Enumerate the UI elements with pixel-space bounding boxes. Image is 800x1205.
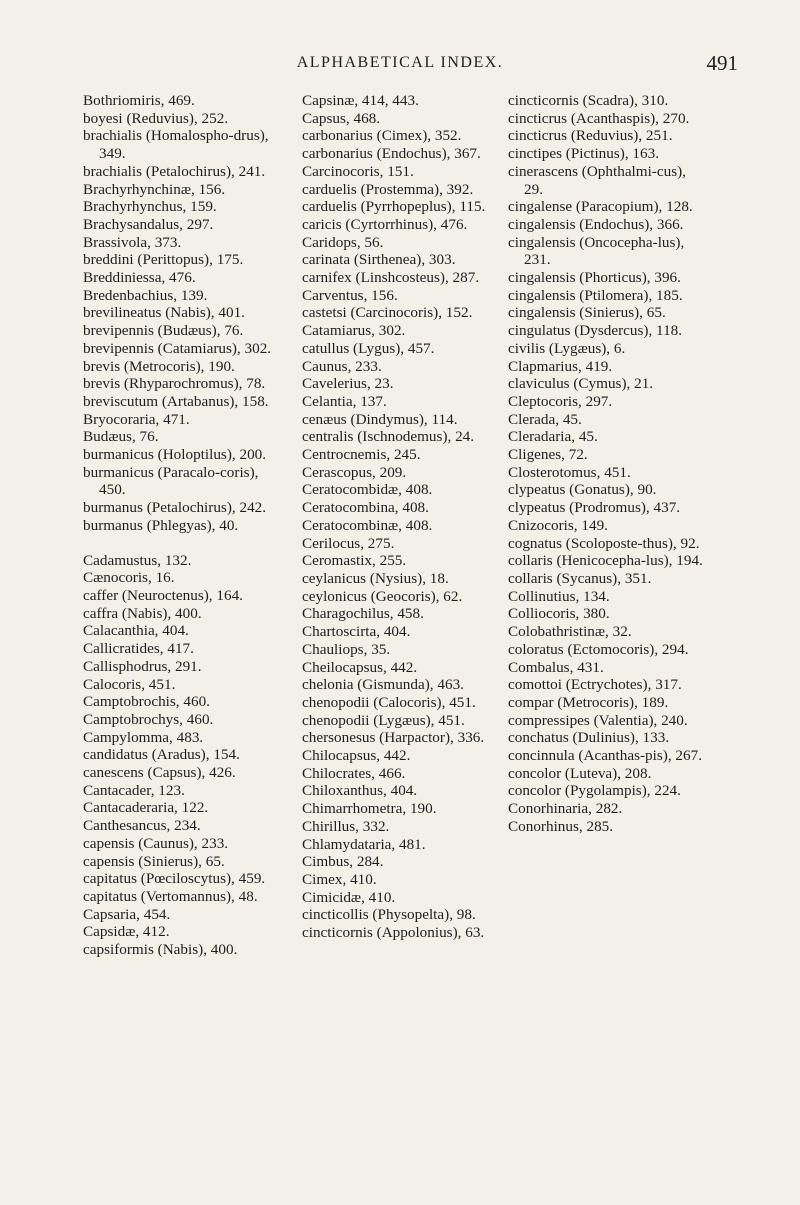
- index-entry: Conorhinaria, 282.: [508, 800, 623, 818]
- page-number: 491: [706, 51, 738, 75]
- index-entry: cingalensis (Sinierus), 65.: [508, 304, 666, 322]
- index-entry: cingalensis (Ptilomera), 185.: [508, 286, 683, 304]
- index-entry: Chilocrates, 466.: [302, 764, 406, 782]
- index-entry: chelonia (Gismunda), 463.: [302, 676, 464, 694]
- index-entry: civilis (Lygæus), 6.: [508, 339, 626, 357]
- index-entry: Ceromastix, 255.: [302, 552, 407, 570]
- index-entry: Cimbus, 284.: [302, 853, 384, 871]
- index-entry: Cleradaria, 45.: [508, 428, 598, 446]
- index-entry: castetsi (Carcinocoris), 152.: [302, 304, 473, 322]
- index-entry: Cleptocoris, 297.: [508, 392, 613, 410]
- index-entry: Brachysandalus, 297.: [83, 215, 214, 233]
- index-column-3: [508, 92, 708, 836]
- index-entry: Brachyrhynchus, 159.: [83, 198, 217, 216]
- index-entry: Ceratocombina, 408.: [302, 499, 429, 517]
- index-column-1: [83, 92, 283, 959]
- index-entry: boyesi (Reduvius), 252.: [83, 109, 229, 127]
- index-entry: Carventus, 156.: [302, 286, 398, 304]
- index-entry: Carcinocoris, 151.: [302, 162, 414, 180]
- index-entry: caffer (Neuroctenus), 164.: [83, 586, 243, 604]
- index-column-2: [302, 92, 502, 942]
- index-entry: Collinutius, 134.: [508, 587, 610, 605]
- index-entry: Chimarrhometra, 190.: [302, 800, 437, 818]
- index-entry: catullus (Lygus), 457.: [302, 339, 435, 357]
- index-entry: brevis (Metrocoris), 190.: [83, 357, 235, 375]
- index-entry: comottoi (Ectrychotes), 317.: [508, 676, 682, 694]
- index-entry: brevipennis (Catamiarus), 302.: [83, 339, 272, 357]
- index-entry: carnifex (Linshcosteus), 287.: [302, 269, 480, 287]
- index-entry: burmanicus (Holoptilus), 200.: [83, 446, 267, 464]
- index-entry: capensis (Caunus), 233.: [83, 834, 229, 852]
- index-entry: Cligenes, 72.: [508, 446, 588, 464]
- index-entry: Celantia, 137.: [302, 392, 387, 410]
- index-entry: cincticollis (Physopelta), 98.: [302, 906, 476, 924]
- index-entry: Calacanthia, 404.: [83, 622, 189, 640]
- index-entry: Cimicidæ, 410.: [302, 888, 396, 906]
- index-entry: cingulatus (Dysdercus), 118.: [508, 322, 683, 340]
- index-entry: Capsidæ, 412.: [83, 923, 170, 941]
- index-entry: chenopodii (Lygæus), 451.: [302, 711, 465, 729]
- index-entry: Callicratides, 417.: [83, 640, 194, 658]
- index-entry: carbonarius (Endochus), 367.: [302, 145, 481, 163]
- index-entry: cincticornis (Appolonius), 63.: [302, 924, 485, 942]
- index-entry: Brachyrhynchinæ, 156.: [83, 180, 226, 198]
- index-entry: breviscutum (Artabanus), 158.: [83, 392, 269, 410]
- running-title: ALPHABETICAL INDEX.: [296, 54, 504, 71]
- index-entry: coloratus (Ectomocoris), 294.: [508, 640, 689, 658]
- index-entry: Charagochilus, 458.: [302, 605, 424, 623]
- index-entry: chenopodii (Calocoris), 451.: [302, 693, 476, 711]
- index-entry: Clerada, 45.: [508, 410, 582, 428]
- index-entry: Capsinæ, 414, 443.: [302, 92, 419, 109]
- index-entry: clypeatus (Prodromus), 437.: [508, 499, 681, 517]
- index-entry: brevis (Rhyparochromus), 78.: [83, 375, 266, 393]
- index-entry: brachialis (Homalospho-drus), 349.: [83, 127, 269, 163]
- index-entry: cincticornis (Scadra), 310.: [508, 92, 669, 109]
- index-entry: Cnizocoris, 149.: [508, 516, 608, 534]
- index-entry: Camptobrochys, 460.: [83, 710, 214, 728]
- index-entry: chersonesus (Harpactor), 336.: [302, 729, 485, 747]
- index-entry: burmanus (Petalochirus), 242.: [83, 499, 267, 517]
- index-entry: Chlamydataria, 481.: [302, 835, 426, 853]
- index-entry: Camptobrochis, 460.: [83, 693, 210, 711]
- index-entry: brevipennis (Budæus), 76.: [83, 322, 244, 340]
- index-entry: concolor (Pygolampis), 224.: [508, 782, 681, 800]
- index-entry: Colobathristinæ, 32.: [508, 623, 632, 641]
- index-entry: Budæus, 76.: [83, 428, 159, 446]
- index-entry: cingalensis (Phorticus), 396.: [508, 269, 681, 287]
- index-entry: collaris (Sycanus), 351.: [508, 569, 652, 587]
- index-entry: Cantacaderaria, 122.: [83, 799, 209, 817]
- index-entry: Chauliops, 35.: [302, 640, 391, 658]
- index-entry: brachialis (Petalochirus), 241.: [83, 162, 266, 180]
- index-entry: cincticrus (Acanthaspis), 270.: [508, 109, 690, 127]
- index-entry: Cadamustus, 132.: [83, 551, 192, 569]
- index-entry: Chilocapsus, 442.: [302, 747, 411, 765]
- index-entry: Combalus, 431.: [508, 658, 604, 676]
- index-entry: Capsaria, 454.: [83, 905, 171, 923]
- index-entry: cingalensis (Endochus), 366.: [508, 215, 684, 233]
- index-entry: cincticrus (Reduvius), 251.: [508, 127, 673, 145]
- index-entry: centralis (Ischnodemus), 24.: [302, 428, 475, 446]
- index-entry: burmanicus (Paracalo-coris), 450.: [83, 463, 259, 499]
- index-entry: capitatus (Pœcilosсytus), 459.: [83, 870, 266, 888]
- index-entry: Centrocnemis, 245.: [302, 446, 421, 464]
- index-entry: Colliocoris, 380.: [508, 605, 610, 623]
- index-entry: Cerilocus, 275.: [302, 534, 395, 552]
- index-entry: Cimex, 410.: [302, 870, 377, 888]
- index-entry: Caridops, 56.: [302, 233, 384, 251]
- index-entry: carduelis (Pyrrhopeplus), 115.: [302, 198, 486, 216]
- index-entry: brevilineatus (Nabis), 401.: [83, 304, 245, 322]
- index-entry: cingalense (Paracopium), 128.: [508, 198, 693, 216]
- index-entry: Canthesancus, 234.: [83, 817, 201, 835]
- index-entry: breddini (Perittopus), 175.: [83, 251, 244, 269]
- index-entry: capensis (Sinierus), 65.: [83, 852, 225, 870]
- index-entry: Cheilocapsus, 442.: [302, 658, 418, 676]
- index-entry: capsiformis (Nabis), 400.: [83, 941, 238, 959]
- index-entry: Catamiarus, 302.: [302, 322, 406, 340]
- index-entry: conchatus (Dulinius), 133.: [508, 729, 670, 747]
- index-entry: cingalensis (Oncocepha-lus), 231.: [508, 233, 685, 269]
- index-entry: Brassivola, 373.: [83, 233, 182, 251]
- index-entry: compar (Metrocoris), 189.: [508, 693, 669, 711]
- index-entry: Breddiniessa, 476.: [83, 269, 196, 287]
- index-entry: candidatus (Aradus), 154.: [83, 746, 240, 764]
- index-entry: claviculus (Cymus), 21.: [508, 375, 654, 393]
- index-entry: Cantacader, 123.: [83, 781, 185, 799]
- index-entry: canescens (Capsus), 426.: [83, 764, 236, 782]
- index-entry: Closterotomus, 451.: [508, 463, 631, 481]
- index-entry: Bothriomiris, 469.: [83, 92, 195, 109]
- index-entry: cinerascens (Ophthalmi-cus), 29.: [508, 162, 686, 198]
- index-entry: Bryocoraria, 471.: [83, 410, 190, 428]
- index-entry: Bredenbachius, 139.: [83, 286, 208, 304]
- index-entry: concolor (Luteva), 208.: [508, 764, 652, 782]
- index-entry: Cavelerius, 23.: [302, 375, 394, 393]
- index-entry: Cerascopus, 209.: [302, 463, 407, 481]
- index-entry: carduelis (Prostemma), 392.: [302, 180, 474, 198]
- index-entry: Clapmarius, 419.: [508, 357, 613, 375]
- index-entry: ceylonicus (Geocoris), 62.: [302, 587, 463, 605]
- index-entry: Campylomma, 483.: [83, 728, 204, 746]
- index-entry: cognatus (Scoloposte-thus), 92.: [508, 534, 700, 552]
- index-entry: Chirillus, 332.: [302, 817, 390, 835]
- index-entry: Calocoris, 451.: [83, 675, 176, 693]
- index-entry: ceylanicus (Nysius), 18.: [302, 569, 449, 587]
- index-entry: Capsus, 468.: [302, 109, 381, 127]
- index-entry: Caunus, 233.: [302, 357, 382, 375]
- index-entry: caffra (Nabis), 400.: [83, 604, 202, 622]
- index-entry: capitatus (Vertomannus), 48.: [83, 887, 258, 905]
- index-entry: clypeatus (Gonatus), 90.: [508, 481, 657, 499]
- index-entry: carinata (Sirthenea), 303.: [302, 251, 456, 269]
- index-entry: Ceratocombinæ, 408.: [302, 516, 433, 534]
- page-header: [0, 51, 800, 84]
- index-entry: Cænocoris, 16.: [83, 569, 175, 587]
- index-entry: Chiloxanthus, 404.: [302, 782, 418, 800]
- index-entry: collaris (Henicocepha-lus), 194.: [508, 552, 703, 570]
- index-entry: caricis (Cyrtorrhinus), 476.: [302, 215, 468, 233]
- index-entry: Ceratocombidæ, 408.: [302, 481, 433, 499]
- index-entry: Callisphodrus, 291.: [83, 657, 202, 675]
- index-entry: Chartoscirta, 404.: [302, 623, 411, 641]
- index-entry: cenæus (Dindymus), 114.: [302, 410, 458, 428]
- index-entry: cinctipes (Pictinus), 163.: [508, 145, 660, 163]
- index-entry: carbonarius (Cimex), 352.: [302, 127, 462, 145]
- index-entry: compressipes (Valentia), 240.: [508, 711, 688, 729]
- index-entry: burmanus (Phlegyas), 40.: [83, 516, 239, 534]
- index-entry: Conorhinus, 285.: [508, 817, 614, 835]
- index-entry: concinnula (Acanthas-pis), 267.: [508, 747, 703, 765]
